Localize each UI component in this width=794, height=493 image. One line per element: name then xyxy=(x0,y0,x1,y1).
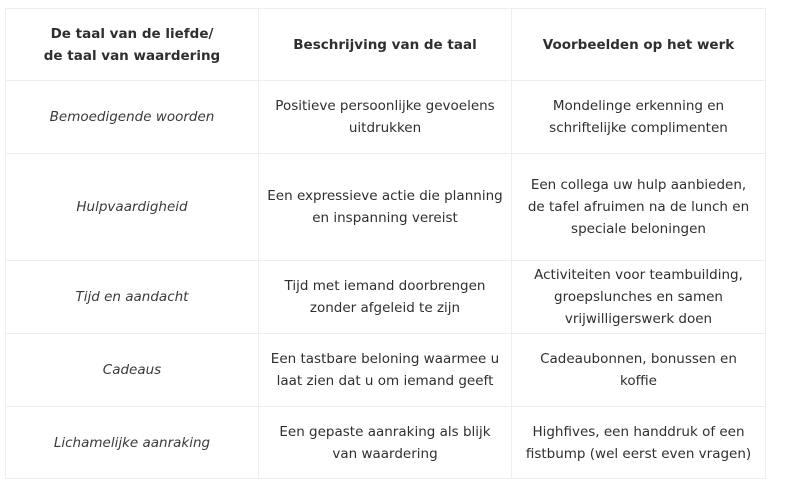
love-languages-table xyxy=(5,8,766,479)
table-row xyxy=(6,334,766,407)
cell-text: Tijd en aandacht xyxy=(75,289,189,305)
header-description xyxy=(259,9,512,81)
table-row xyxy=(6,81,766,154)
cell-description xyxy=(259,81,512,154)
cell-examples xyxy=(512,261,766,334)
cell-text: Een expressieve actie die planning xyxy=(267,188,503,204)
cell-language xyxy=(6,407,259,479)
cell-description xyxy=(259,261,512,334)
cell-examples xyxy=(512,154,766,261)
cell-text: schriftelijke complimenten xyxy=(549,120,728,136)
cell-text: Positieve persoonlijke gevoelens xyxy=(275,98,495,114)
cell-text: de tafel afruimen na de lunch en xyxy=(527,199,750,215)
cell-text: speciale beloningen xyxy=(571,221,706,237)
cell-text: Bemoedigende woorden xyxy=(49,109,215,125)
table-row xyxy=(6,154,766,261)
cell-text: Een tastbare beloning waarmee u xyxy=(270,351,500,367)
cell-text: Lichamelijke aanraking xyxy=(53,434,211,451)
cell-language xyxy=(6,154,259,261)
cell-text: uitdrukken xyxy=(348,120,422,136)
header-language-line-2: de taal van waardering xyxy=(43,47,221,64)
header-examples-line-1: Voorbeelden op het werk xyxy=(542,36,735,53)
cell-text: van waardering xyxy=(332,445,438,462)
cell-language xyxy=(6,261,259,334)
header-language-line-1: De taal van de liefde/ xyxy=(50,25,214,42)
cell-text: Een collega uw hulp aanbieden, xyxy=(530,177,747,193)
cell-language xyxy=(6,81,259,154)
header-examples xyxy=(512,9,766,81)
cell-text: groepslunches en samen xyxy=(554,289,723,305)
cell-text: Cadeaubonnen, bonussen en koffie xyxy=(540,351,737,389)
cell-examples xyxy=(512,334,766,407)
cell-text: Cadeaus xyxy=(102,362,162,378)
cell-text: laat zien dat u om iemand geeft xyxy=(276,373,494,389)
cell-text: vrijwilligerswerk doen xyxy=(564,311,713,327)
love-languages-table-container xyxy=(5,8,765,479)
cell-examples xyxy=(512,81,766,154)
cell-text: Activiteiten voor teambuilding, xyxy=(534,267,743,283)
cell-text: Hulpvaardigheid xyxy=(76,199,188,215)
cell-text: Mondelinge erkenning en xyxy=(552,98,725,114)
table-header-row xyxy=(6,9,766,81)
cell-description xyxy=(259,407,512,479)
cell-text: Highfives, een handdruk of een xyxy=(532,423,745,440)
cell-text: zonder afgeleid te zijn xyxy=(309,300,461,316)
header-description-line-1: Beschrijving van de taal xyxy=(293,36,477,53)
header-language xyxy=(6,9,259,81)
cell-text: en inspanning vereist xyxy=(312,210,458,226)
cell-text: Een gepaste aanraking als blijk xyxy=(279,423,491,440)
cell-description xyxy=(259,334,512,407)
cell-text: fistbump (wel eerst even vragen) xyxy=(525,445,752,462)
table-row xyxy=(6,261,766,334)
cell-description xyxy=(259,154,512,261)
cell-text: Tijd met iemand doorbrengen xyxy=(284,278,486,294)
table-row xyxy=(6,407,766,479)
cell-examples xyxy=(512,407,766,479)
cell-language xyxy=(6,334,259,407)
